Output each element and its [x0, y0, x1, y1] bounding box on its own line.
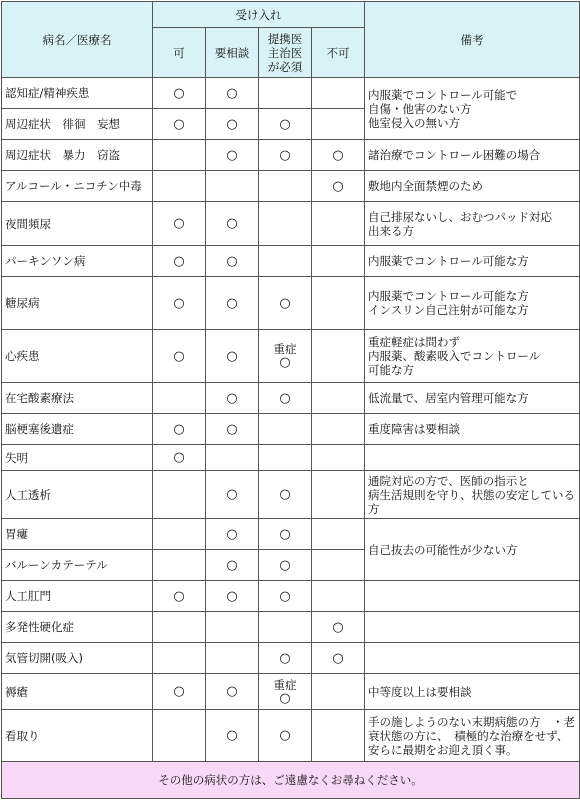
disease-name: パーキンソン病: [2, 246, 153, 277]
accept-mark: ○: [173, 253, 185, 269]
consult-cell: [206, 246, 259, 277]
accept-mark: ○: [173, 450, 185, 465]
ok-cell: [153, 612, 206, 643]
table-row: [2, 710, 580, 762]
header-ng: 不可: [312, 28, 365, 78]
ok-cell: [153, 643, 206, 674]
ng-cell: [312, 674, 365, 710]
consult-cell: [206, 643, 259, 674]
accept-mark: ○: [279, 147, 291, 163]
ng-cell: [312, 246, 365, 277]
footer-note: その他の病状の方は、ご遠慮なくお尋ねください。: [2, 762, 580, 799]
ok-cell: [153, 414, 206, 445]
consult-cell: [206, 383, 259, 414]
accept-mark: ○: [173, 421, 185, 437]
accept-mark: ○: [279, 588, 291, 604]
table-row: [2, 140, 580, 171]
table-row: [2, 202, 580, 246]
doctor-cell: [259, 414, 312, 445]
disease-name: 心疾患: [2, 330, 153, 383]
ok-cell: [153, 550, 206, 581]
table-row: [2, 78, 580, 109]
accept-mark: ○: [279, 295, 291, 311]
header-doctor-line: 提携医: [267, 31, 303, 46]
acceptance-table: [1, 1, 580, 799]
table-row: [2, 414, 580, 445]
accept-mark: ○: [173, 348, 185, 364]
disease-name: 脳梗塞後遺症: [2, 414, 153, 445]
remark-cell: 重度障害は要相談: [365, 414, 580, 445]
ok-cell: [153, 202, 206, 246]
disease-name: 褥瘡: [2, 674, 153, 710]
accept-mark: ○: [226, 147, 238, 163]
severity-note: 重症: [273, 677, 297, 692]
disease-name: 周辺症状 暴力 窃盗: [2, 140, 153, 171]
accept-mark: ○: [332, 619, 344, 635]
doctor-cell: [259, 202, 312, 246]
disease-name: バルーンカテーテル: [2, 550, 153, 581]
ng-cell: [312, 414, 365, 445]
remark-cell: 手の施しようのない末期病態の方 ・老衰状態の方に、 積極的な治療をせず、安らに最期をお迎え頂く事。: [365, 710, 580, 762]
remark-cell: 内服薬でコントロール可能な方: [365, 246, 580, 277]
accept-mark: ○: [226, 253, 238, 269]
header-doctor: [259, 28, 312, 78]
ng-cell: [312, 710, 365, 762]
remark-line: 自己排尿ないし、おむつパッド対応: [368, 209, 552, 224]
accept-mark: ○: [279, 526, 291, 542]
accept-mark: ○: [332, 178, 344, 194]
accept-mark: ○: [279, 487, 291, 502]
header-doctor-line: が必須: [267, 59, 303, 74]
disease-name: 人工透析: [2, 471, 153, 519]
accept-mark: ○: [226, 684, 238, 699]
remark-line: 可能な方: [368, 363, 414, 377]
accept-mark: ○: [279, 728, 291, 743]
table-row: [2, 330, 580, 383]
ng-cell: [312, 140, 365, 171]
remark-line: 内服薬でコントロール可能で: [368, 87, 518, 102]
header-accept: 受け入れ: [153, 2, 365, 28]
table-row: [2, 445, 580, 471]
ok-cell: [153, 710, 206, 762]
accept-mark: ○: [332, 147, 344, 163]
ok-cell: [153, 519, 206, 550]
table-row: [2, 519, 580, 550]
disease-name: 認知症/精神疾患: [2, 78, 153, 109]
accept-mark: ○: [279, 690, 291, 706]
remark-cell: [365, 445, 580, 471]
ok-cell: [153, 78, 206, 109]
header-disease: 病名／医療名: [2, 2, 153, 78]
doctor-cell: [259, 246, 312, 277]
doctor-cell: [259, 643, 312, 674]
remark-line: インスリン自己注射が可能な方: [368, 303, 529, 317]
remark-line: 自傷・他害のない方: [368, 101, 472, 116]
header-row-1: [2, 2, 580, 28]
doctor-cell: [259, 277, 312, 330]
remark-line: 重症軽症は問わず: [368, 335, 460, 349]
disease-name: 失明: [2, 445, 153, 471]
accept-mark: ○: [226, 487, 238, 502]
ng-cell: [312, 445, 365, 471]
accept-mark: ○: [173, 216, 185, 231]
accept-mark: ○: [279, 116, 291, 132]
remark-line: 出来る方: [368, 223, 414, 238]
doctor-cell: [259, 330, 312, 383]
consult-cell: [206, 330, 259, 383]
consult-cell: [206, 140, 259, 171]
table-row: [2, 612, 580, 643]
disease-name: 胃瘻: [2, 519, 153, 550]
remark-cell: [365, 581, 580, 612]
doctor-cell: [259, 109, 312, 140]
ng-cell: [312, 171, 365, 202]
ok-cell: [153, 140, 206, 171]
disease-name: 看取り: [2, 710, 153, 762]
remark-line: 内服薬、酸素吸入でコントロール: [368, 349, 541, 363]
accept-mark: ○: [173, 295, 185, 311]
ok-cell: [153, 383, 206, 414]
ng-cell: [312, 202, 365, 246]
consult-cell: [206, 674, 259, 710]
table-row: [2, 277, 580, 330]
ok-cell: [153, 471, 206, 519]
remark-line: 内服薬でコントロール可能な方: [368, 289, 529, 303]
accept-mark: ○: [226, 557, 238, 573]
header-remarks: 備考: [365, 2, 580, 78]
accept-mark: ○: [173, 85, 185, 101]
doctor-cell: [259, 78, 312, 109]
doctor-cell: [259, 581, 312, 612]
table-row: [2, 674, 580, 710]
accept-mark: ○: [279, 390, 291, 406]
doctor-cell: [259, 445, 312, 471]
consult-cell: [206, 78, 259, 109]
accept-mark: ○: [226, 728, 238, 743]
ng-cell: [312, 109, 365, 140]
consult-cell: [206, 471, 259, 519]
accept-mark: ○: [279, 355, 291, 370]
accept-mark: ○: [173, 588, 185, 604]
accept-mark: ○: [226, 216, 238, 231]
ok-cell: [153, 330, 206, 383]
doctor-cell: [259, 519, 312, 550]
ok-cell: [153, 171, 206, 202]
remark-line: 通院対応の方で、医師の指示と: [368, 473, 529, 488]
consult-cell: [206, 581, 259, 612]
consult-cell: [206, 277, 259, 330]
accept-mark: ○: [226, 116, 238, 132]
disease-name: 気管切開(吸入): [2, 643, 153, 674]
accept-mark: ○: [226, 526, 238, 542]
disease-name: 夜間頻尿: [2, 202, 153, 246]
header-ok: 可: [153, 28, 206, 78]
consult-cell: [206, 550, 259, 581]
ng-cell: [312, 643, 365, 674]
remark-cell: 敷地内全面禁煙のため: [365, 171, 580, 202]
ok-cell: [153, 246, 206, 277]
doctor-cell: [259, 171, 312, 202]
accept-mark: ○: [226, 348, 238, 364]
remark-cell: [365, 643, 580, 674]
header-doctor-line: 主治医: [267, 45, 303, 60]
accept-mark: ○: [226, 295, 238, 311]
consult-cell: [206, 445, 259, 471]
disease-name: 糖尿病: [2, 277, 153, 330]
consult-cell: [206, 171, 259, 202]
remark-cell: [365, 78, 580, 140]
doctor-cell: [259, 674, 312, 710]
remark-line: 他室侵入の無い方: [368, 115, 460, 130]
accept-mark: ○: [226, 421, 238, 437]
remark-cell: [365, 202, 580, 246]
accept-mark: ○: [226, 85, 238, 101]
consult-cell: [206, 710, 259, 762]
ng-cell: [312, 612, 365, 643]
ok-cell: [153, 674, 206, 710]
doctor-cell: [259, 612, 312, 643]
remark-line: 病生活規則を守り、状態の安定している方: [368, 487, 575, 516]
ng-cell: [312, 330, 365, 383]
doctor-cell: [259, 383, 312, 414]
remark-cell: 中等度以上は要相談: [365, 674, 580, 710]
remark-cell: [365, 612, 580, 643]
doctor-cell: [259, 140, 312, 171]
remark-cell: 低流量で、居室内管理可能な方: [365, 383, 580, 414]
table-row: [2, 581, 580, 612]
remark-cell: [365, 277, 580, 330]
ok-cell: [153, 581, 206, 612]
table-row: [2, 643, 580, 674]
accept-mark: ○: [279, 557, 291, 573]
severity-note: 重症: [273, 342, 297, 356]
doctor-cell: [259, 710, 312, 762]
doctor-cell: [259, 550, 312, 581]
ok-cell: [153, 277, 206, 330]
accept-mark: ○: [226, 390, 238, 406]
disease-name: 在宅酸素療法: [2, 383, 153, 414]
consult-cell: [206, 519, 259, 550]
accept-mark: ○: [332, 650, 344, 666]
remark-cell: [365, 471, 580, 519]
consult-cell: [206, 414, 259, 445]
ok-cell: [153, 445, 206, 471]
ng-cell: [312, 383, 365, 414]
footer-row: [2, 762, 580, 799]
doctor-cell: [259, 471, 312, 519]
ok-cell: [153, 109, 206, 140]
consult-cell: [206, 202, 259, 246]
consult-cell: [206, 109, 259, 140]
disease-name: 人工肛門: [2, 581, 153, 612]
accept-mark: ○: [173, 116, 185, 132]
table-row: [2, 246, 580, 277]
ng-cell: [312, 78, 365, 109]
remark-cell: 自己抜去の可能性が少ない方: [365, 519, 580, 581]
ng-cell: [312, 550, 365, 581]
disease-name: 周辺症状 徘徊 妄想: [2, 109, 153, 140]
table-row: [2, 171, 580, 202]
accept-mark: ○: [279, 650, 291, 666]
accept-mark: ○: [226, 588, 238, 604]
table-row: [2, 383, 580, 414]
header-consult: 要相談: [206, 28, 259, 78]
ng-cell: [312, 471, 365, 519]
ng-cell: [312, 581, 365, 612]
accept-mark: ○: [173, 684, 185, 699]
ng-cell: [312, 277, 365, 330]
remark-cell: [365, 330, 580, 383]
remark-cell: 諸治療でコントロール困難の場合: [365, 140, 580, 171]
ng-cell: [312, 519, 365, 550]
consult-cell: [206, 612, 259, 643]
disease-name: 多発性硬化症: [2, 612, 153, 643]
table-row: [2, 471, 580, 519]
disease-name: アルコール・ニコチン中毒: [2, 171, 153, 202]
